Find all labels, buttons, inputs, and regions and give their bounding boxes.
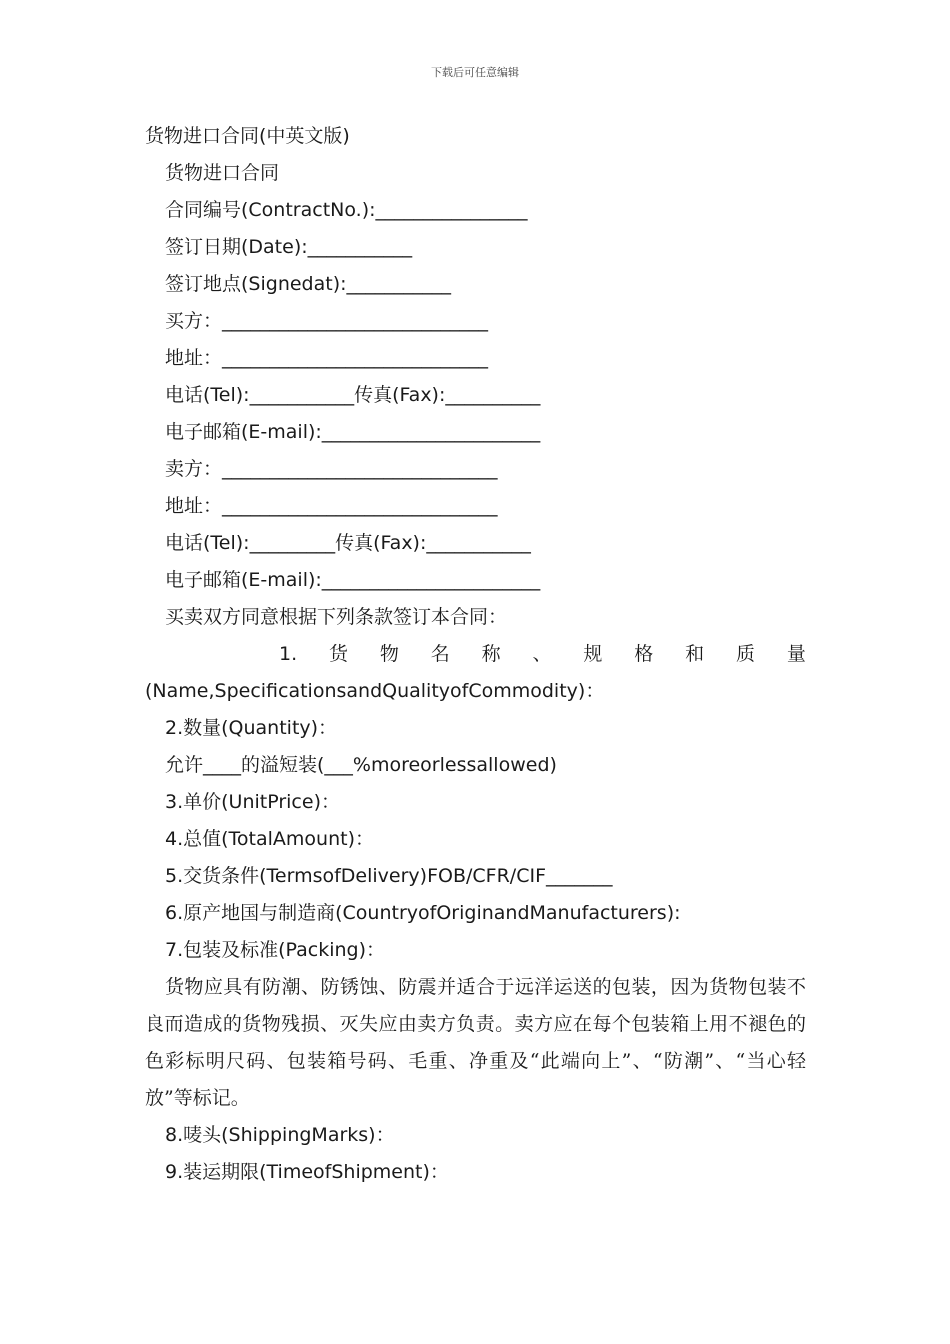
contract-number-field: 合同编号(ContractNo.):________________: [165, 199, 528, 221]
clause-7-text: 货物应具有防潮、防锈蚀、防震并适合于远洋运送的包装，因为货物包装不良而造成的货物残损、灭失应由卖方负责。卖方应在每个包装箱上用不褪色的色彩标明尺码、包装箱号码、毛重、净重及“此端向上”、“防潮”、“当心轻放”等标记。: [145, 976, 806, 1109]
clause-7: 7.包装及标准(Packing)：: [165, 939, 386, 961]
clause-1-part: 格: [634, 643, 654, 665]
seller-address-field: 地址：_____________________________: [165, 495, 498, 517]
clause-9: 9.装运期限(TimeofShipment)：: [165, 1161, 449, 1183]
sign-date-field: 签订日期(Date):___________: [165, 236, 413, 258]
seller-tel-fax-field: 电话(Tel):_________传真(Fax):___________: [165, 532, 531, 554]
page-header-note: 下载后可任意编辑: [431, 66, 519, 79]
clause-4: 4.总值(TotalAmount)：: [165, 828, 374, 850]
clause-1-part: 、: [532, 643, 552, 665]
sign-place-field: 签订地点(Signedat):___________: [165, 273, 452, 295]
clause-2: 2.数量(Quantity)：: [165, 717, 338, 739]
clause-1-part: 称: [481, 643, 501, 665]
buyer-address-field: 地址：____________________________: [165, 347, 489, 369]
buyer-field: 买方：____________________________: [165, 310, 489, 332]
buyer-tel-fax-field: 电话(Tel):___________传真(Fax):__________: [165, 384, 541, 406]
document-subtitle: 货物进口合同: [165, 162, 280, 184]
clause-1-part: 质: [736, 643, 756, 665]
seller-field: 卖方：_____________________________: [165, 458, 498, 480]
clause-1-part: 规: [583, 643, 603, 665]
document-title: 货物进口合同(中英文版): [145, 125, 350, 147]
clause-8: 8.唛头(ShippingMarks)：: [165, 1124, 395, 1146]
document-body: [145, 118, 806, 1191]
clause-1-heading: [145, 636, 806, 673]
clause-1-part: 货: [329, 643, 349, 665]
seller-email-field: 电子邮箱(E-mail):_______________________: [165, 569, 541, 591]
clause-6: 6.原产地国与制造商(CountryofOriginandManufacturers):: [165, 902, 681, 924]
buyer-email-field: 电子邮箱(E-mail):_______________________: [165, 421, 541, 443]
clause-1-part: 量: [786, 643, 806, 665]
clause-1-part: 名: [430, 643, 450, 665]
clause-3: 3.单价(UnitPrice)：: [165, 791, 340, 813]
clause-1-part: 1.: [279, 643, 298, 665]
clause-5: 5.交货条件(TermsofDelivery)FOB/CFR/CIF_______: [165, 865, 613, 887]
clause-1-english: (Name,SpecificationsandQualityofCommodity)：: [145, 680, 605, 702]
clause-1-part: 物: [379, 643, 399, 665]
clause-1-part: 和: [685, 643, 705, 665]
agreement-statement: 买卖双方同意根据下列条款签订本合同：: [165, 606, 508, 628]
clause-2-note: 允许____的溢短装(___%moreorlessallowed): [165, 754, 557, 776]
